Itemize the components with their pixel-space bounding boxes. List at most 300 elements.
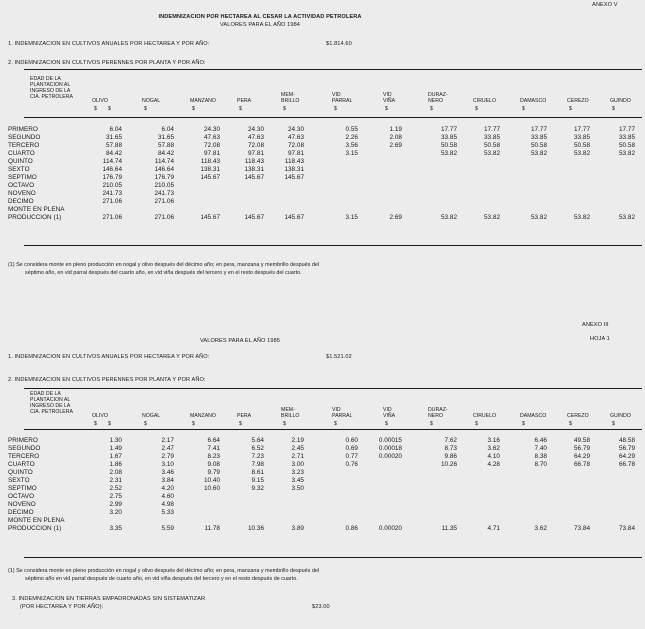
doc1-cell: 47.63 (288, 133, 304, 141)
doc1-table-row (0, 173, 635, 181)
doc2-cell: 3.50 (291, 484, 304, 492)
doc1-table-row (0, 213, 635, 221)
doc1-cell: 53.82 (484, 213, 500, 221)
doc1-row-label: SEGUNDO (8, 133, 41, 141)
doc2-cell (500, 492, 547, 500)
doc2-cell (90, 516, 122, 524)
doc2-cell: 8.70 (534, 460, 547, 468)
doc1-col-header-4-line-0: PERA (237, 98, 252, 104)
doc2-cell: 0.00020 (378, 452, 402, 460)
doc1-header-rule-top (24, 69, 642, 70)
doc2-header-rule-bottom (24, 429, 642, 430)
doc2-cell: 10.26 (441, 460, 457, 468)
doc1-cell (590, 173, 635, 181)
doc1-cell (220, 197, 264, 205)
doc2-col-header-2 (142, 413, 160, 419)
doc2-cell: 2.75 (109, 492, 122, 500)
doc2-cell (547, 508, 590, 516)
doc1-cell (220, 205, 264, 213)
doc1-cell: 138.31 (244, 165, 264, 173)
doc1-col-header-10-line-0: DAMASCO (520, 98, 547, 104)
doc1-cell: 145.67 (200, 213, 220, 221)
doc2-col-header-9-line-0: CIRUELO (473, 413, 497, 419)
doc2-cell: 0.77 (345, 452, 358, 460)
doc1-cell: 241.73 (154, 189, 174, 197)
doc1-col-header-4 (237, 98, 251, 104)
doc2-subtitle: VALORES PARA EL AÑO 1985 (199, 338, 281, 344)
doc2-cell (500, 468, 547, 476)
doc2-cell (457, 500, 500, 508)
doc2-cell: 3.16 (487, 436, 500, 444)
doc2-cell: 8.38 (534, 452, 547, 460)
doc2-cell: 3.89 (291, 524, 304, 532)
doc1-cell (90, 205, 122, 213)
doc2-cell (304, 484, 358, 492)
doc1-cell: 145.67 (200, 173, 220, 181)
doc1-cell (457, 165, 500, 173)
doc2-cell: 3.23 (291, 468, 304, 476)
doc1-cell (457, 189, 500, 197)
doc1-cell: 114.74 (154, 157, 174, 165)
doc1-cell: 146.64 (102, 165, 122, 173)
doc2-col-header-12 (610, 413, 631, 419)
doc2-cell (457, 516, 500, 524)
doc1-cell (174, 205, 220, 213)
doc1-cell: 17.77 (531, 125, 547, 133)
doc2-col-header-3-line-0: MANZANO (190, 413, 216, 419)
doc1-cell: 53.82 (441, 149, 457, 157)
doc1-cell: 17.77 (441, 125, 457, 133)
doc2-annex-label: ANEXO III (582, 322, 609, 328)
doc2-cell: 3.62 (487, 444, 500, 452)
doc2-cell: 1.30 (109, 436, 122, 444)
doc2-table-row (0, 436, 635, 444)
doc1-cell (457, 205, 500, 213)
doc2-cell (174, 516, 220, 524)
doc1-cell (547, 157, 590, 165)
doc1-cell (590, 205, 635, 213)
doc1-cell (547, 181, 590, 189)
doc1-col-header-2-line-0: NOGAL (142, 98, 161, 104)
doc2-cell (304, 468, 358, 476)
doc1-cell: 145.67 (244, 213, 264, 221)
doc2-col-header-5-line-0: MEM- (281, 407, 295, 413)
doc2-cell: 7.40 (534, 444, 547, 452)
doc1-cell: 0.55 (345, 125, 358, 133)
doc2-cell: 10.60 (204, 484, 220, 492)
doc2-cell: 8.73 (444, 444, 457, 452)
doc2-cell (358, 468, 402, 476)
doc1-row-label: PRIMERO (8, 125, 38, 133)
doc2-table-row (0, 468, 635, 476)
doc1-cell: 33.85 (531, 133, 547, 141)
doc2-cell: 3.45 (291, 476, 304, 484)
doc2-cell: 2.31 (109, 476, 122, 484)
doc2-cell: 5.33 (161, 508, 174, 516)
doc1-cell (304, 181, 358, 189)
doc1-col-header-9 (473, 98, 496, 104)
doc1-col-header-12-line-0: GUINDO (610, 98, 631, 104)
doc1-col-header-11-line-0: CEREZO (567, 98, 589, 104)
doc1-item2-label: 2. INDEMNIZACION EN CULTIVOS PERENNES POR PLANTA Y POR AÑO: (8, 60, 206, 66)
doc1-cell (590, 197, 635, 205)
doc1-cell: 271.06 (154, 213, 174, 221)
doc2-cell: 3.62 (534, 524, 547, 532)
doc1-table-rule-bottom (24, 245, 642, 246)
doc2-row-label: CUARTO (8, 460, 35, 468)
doc2-cell: 1.67 (109, 452, 122, 460)
doc2-cell: 2.19 (291, 436, 304, 444)
doc2-cell (547, 476, 590, 484)
doc1-cell (174, 181, 220, 189)
doc2-col-header-7 (383, 407, 395, 419)
doc2-cell (174, 492, 220, 500)
doc1-cell: 72.08 (204, 141, 220, 149)
doc1-cell (402, 205, 457, 213)
doc2-col-header-2-line-0: NOGAL (142, 413, 161, 419)
doc1-cell: 241.73 (102, 189, 122, 197)
doc1-row-label: SEPTIMO (8, 173, 37, 181)
doc1-col-unit-0: $ (108, 106, 111, 112)
doc2-col-header-12-line-0: GUINDO (610, 413, 631, 419)
doc1-cell: 53.82 (574, 213, 590, 221)
doc2-table-row (0, 484, 635, 492)
doc1-cell (500, 157, 547, 165)
doc1-cell (547, 165, 590, 173)
doc1-col-unit-3: $ (192, 106, 195, 112)
doc1-cell: 50.58 (619, 141, 635, 149)
doc2-cell (590, 508, 635, 516)
doc2-cell: 11.78 (204, 524, 220, 532)
doc1-cell (304, 197, 358, 205)
doc2-col-header-9 (473, 413, 496, 419)
doc2-row-label: SEGUNDO (8, 444, 41, 452)
doc2-cell (174, 508, 220, 516)
doc2-col-header-10 (520, 413, 546, 419)
doc1-subtitle: VALORES PARA EL AÑO 1984 (219, 22, 301, 28)
doc1-cell (547, 189, 590, 197)
doc2-col-header-1 (92, 413, 108, 419)
doc2-col-unit-8: $ (430, 421, 433, 427)
doc2-col-unit-0: $ (108, 421, 111, 427)
doc1-cell (402, 157, 457, 165)
doc2-cell: 4.98 (161, 500, 174, 508)
doc1-col-header-3-line-0: MANZANO (190, 98, 216, 104)
doc2-cell (590, 484, 635, 492)
doc2-col-header-0-line-3: CIA. PETROLERA (30, 409, 73, 415)
doc2-cell (402, 516, 457, 524)
doc1-cell (500, 197, 547, 205)
doc1-table-row (0, 189, 635, 197)
doc1-table-row (0, 141, 635, 149)
doc2-cell (402, 484, 457, 492)
doc1-col-header-6 (332, 92, 352, 104)
doc1-cell (547, 173, 590, 181)
doc1-col-header-2 (142, 98, 160, 104)
doc1-cell: 17.77 (574, 125, 590, 133)
doc2-col-header-5 (281, 407, 299, 419)
doc2-col-header-8-line-1: NERO (428, 413, 443, 419)
doc2-cell: 6.46 (534, 436, 547, 444)
doc2-col-unit-11: $ (569, 421, 572, 427)
doc2-col-header-3 (190, 413, 216, 419)
doc1-col-header-7-line-1: VIÑA (383, 98, 396, 104)
doc2-cell: 56.79 (619, 444, 635, 452)
doc2-col-header-8 (428, 407, 448, 419)
doc2-col-header-7-line-1: VIÑA (383, 413, 396, 419)
doc1-col-header-5 (281, 92, 299, 104)
doc2-cell: 10.36 (248, 524, 264, 532)
doc2-col-header-4-line-0: PERA (237, 413, 252, 419)
doc2-row-label: DECIMO (8, 508, 34, 516)
doc2-cell (264, 500, 304, 508)
doc1-col-header-6-line-0: VID (332, 92, 341, 98)
doc2-cell: 1.49 (109, 444, 122, 452)
doc1-col-header-0-line-1: PLANTACION AL (30, 82, 71, 88)
doc2-cell (264, 516, 304, 524)
doc2-item3-value: $23.00 (312, 604, 330, 610)
doc2-row-label: PRODUCCION (1) (8, 524, 62, 532)
doc2-cell: 7.23 (251, 452, 264, 460)
doc1-cell: 97.81 (204, 149, 220, 157)
doc1-col-header-3 (190, 98, 216, 104)
doc1-cell (122, 205, 174, 213)
doc2-cell: 7.98 (251, 460, 264, 468)
doc2-table-row (0, 460, 635, 468)
doc1-cell (358, 197, 402, 205)
doc1-cell: 97.81 (248, 149, 264, 157)
doc1-cell (590, 181, 635, 189)
doc1-cell: 50.58 (484, 141, 500, 149)
doc1-table-row (0, 125, 635, 133)
doc1-table-row (0, 133, 635, 141)
doc2-col-header-0-line-0: EDAD DE LA (30, 391, 61, 397)
doc1-cell (264, 189, 304, 197)
doc1-footnote-1: (1) Se considera monte en pleno producción en nogal y olivo después del décimo año; en pera, manzana y membrillo después del (8, 262, 320, 268)
doc1-cell (457, 181, 500, 189)
doc1-cell: 6.04 (161, 125, 174, 133)
doc1-col-header-6-line-1: PARRAL (332, 98, 353, 104)
doc2-cell: 2.79 (161, 452, 174, 460)
doc1-col-header-8-line-0: DURAZ- (428, 92, 448, 98)
doc1-cell: 146.64 (154, 165, 174, 173)
doc2-cell (457, 484, 500, 492)
doc2-col-header-6 (332, 407, 352, 419)
doc1-cell: 3.15 (345, 149, 358, 157)
doc1-cell: 72.08 (288, 141, 304, 149)
doc2-cell (402, 476, 457, 484)
doc2-cell (500, 500, 547, 508)
doc1-cell: 97.81 (288, 149, 304, 157)
doc2-cell: 49.58 (574, 436, 590, 444)
doc2-cell: 2.17 (161, 436, 174, 444)
doc2-cell: 66.78 (619, 460, 635, 468)
doc2-col-unit-5: $ (283, 421, 286, 427)
doc1-cell (358, 173, 402, 181)
doc1-col-header-7 (383, 92, 395, 104)
doc1-cell: 145.67 (244, 173, 264, 181)
doc1-title: INDEMNIZACION POR HECTAREA AL CESAR LA ACTIVIDAD PETROLERA (158, 14, 362, 20)
doc1-cell (358, 149, 402, 157)
doc2-cell (174, 500, 220, 508)
doc2-footnote-1: (1) Se considera monte en pleno producción en nogal y olivo después del décimo año; en pera, manzana y membrillo después del (8, 568, 320, 574)
doc2-cell: 3.46 (161, 468, 174, 476)
doc2-cell: 2.52 (109, 484, 122, 492)
doc1-cell: 3.15 (345, 213, 358, 221)
doc1-col-header-0-line-3: CIA. PETROLERA (30, 94, 73, 100)
doc2-cell: 56.79 (574, 444, 590, 452)
doc2-cell (220, 508, 264, 516)
doc2-cell (457, 476, 500, 484)
doc2-col-unit-2: $ (144, 421, 147, 427)
doc1-cell: 24.30 (288, 125, 304, 133)
doc2-header-rule-top (24, 388, 642, 389)
doc2-cell: 5.64 (251, 436, 264, 444)
doc1-cell: 72.08 (248, 141, 264, 149)
doc2-cell: 11.35 (441, 524, 457, 532)
doc2-cell (304, 508, 358, 516)
doc2-cell (457, 492, 500, 500)
doc2-cell: 10.40 (204, 476, 220, 484)
doc2-row-label: SEXTO (8, 476, 30, 484)
doc1-cell: 53.82 (574, 149, 590, 157)
doc2-col-unit-7: $ (385, 421, 388, 427)
doc1-col-header-0-line-0: EDAD DE LA (30, 76, 61, 82)
doc1-cell: 2.69 (389, 141, 402, 149)
doc1-col-unit-10: $ (522, 106, 525, 112)
doc2-cell: 6.52 (251, 444, 264, 452)
doc1-cell (500, 181, 547, 189)
doc1-cell: 1.19 (389, 125, 402, 133)
doc2-row-label: MONTE EN PLENA (8, 516, 65, 524)
doc1-cell: 31.65 (106, 133, 122, 141)
doc1-row-label: QUINTO (8, 157, 33, 165)
doc1-cell: 53.82 (441, 213, 457, 221)
doc2-row-label: OCTAVO (8, 492, 35, 500)
doc2-col-unit-10: $ (522, 421, 525, 427)
doc2-cell (500, 484, 547, 492)
doc1-cell: 50.58 (531, 141, 547, 149)
doc1-cell: 118.43 (244, 157, 264, 165)
doc2-cell (122, 516, 174, 524)
doc1-cell (304, 173, 358, 181)
doc1-cell: 138.31 (200, 165, 220, 173)
doc2-cell: 8.61 (251, 468, 264, 476)
doc2-cell (402, 492, 457, 500)
doc2-item3-label: 3. INDEMNIZACION EN TIERRAS EMPADRONADAS SIN SISTEMATIZAR (12, 596, 206, 602)
doc2-footnote-2: séptimo año en vid parral después de cuarto año, en vid viña después del tercero y en el resto después de cuarto. (25, 576, 298, 582)
doc1-cell: 33.85 (484, 133, 500, 141)
doc1-col-unit-11: $ (569, 106, 572, 112)
doc2-table-row (0, 476, 635, 484)
doc2-cell (590, 492, 635, 500)
doc2-cell (547, 500, 590, 508)
doc1-col-header-5-line-0: MEM- (281, 92, 295, 98)
doc1-col-header-8-line-1: NERO (428, 98, 443, 104)
doc1-row-label: DECIMO (8, 197, 34, 205)
doc2-table-row (0, 508, 635, 516)
doc2-col-header-10-line-0: DAMASCO (520, 413, 547, 419)
doc2-cell (358, 476, 402, 484)
doc2-cell (358, 484, 402, 492)
doc2-cell: 2.47 (161, 444, 174, 452)
doc1-cell: 53.82 (531, 149, 547, 157)
doc1-cell (358, 205, 402, 213)
doc1-cell (264, 181, 304, 189)
doc2-row-label: QUINTO (8, 468, 33, 476)
doc2-col-header-6-line-0: VID (332, 407, 341, 413)
doc2-cell: 2.99 (109, 500, 122, 508)
doc2-cell: 0.00015 (378, 436, 402, 444)
doc1-cell (500, 205, 547, 213)
doc1-cell: 145.67 (284, 213, 304, 221)
doc1-table-row (0, 165, 635, 173)
doc2-col-header-7-line-0: VID (383, 407, 392, 413)
doc2-cell: 9.32 (251, 484, 264, 492)
doc1-cell: 6.04 (109, 125, 122, 133)
doc2-cell (547, 468, 590, 476)
doc1-cell: 2.26 (345, 133, 358, 141)
doc2-cell (500, 516, 547, 524)
doc2-item2-label: 2. INDEMNIZACION EN CULTIVOS PERENNES POR PLANTA Y POR AÑO: (8, 377, 206, 383)
doc2-cell (304, 492, 358, 500)
doc1-cell (500, 165, 547, 173)
doc1-col-unit-6: $ (334, 106, 337, 112)
doc2-cell: 9.86 (444, 452, 457, 460)
doc2-cell (547, 492, 590, 500)
doc2-cell (590, 500, 635, 508)
doc2-item1-label: 1. INDEMNIZACION EN CULTIVOS ANUALES POR HECTAREA Y POR AÑO: (8, 354, 210, 360)
doc2-table-row (0, 516, 635, 524)
doc2-cell (220, 500, 264, 508)
doc2-cell: 64.29 (574, 452, 590, 460)
doc2-cell: 4.60 (161, 492, 174, 500)
doc1-cell: 271.06 (154, 197, 174, 205)
doc2-table-rule-bottom (24, 557, 642, 558)
doc2-cell (500, 508, 547, 516)
doc2-cell (402, 500, 457, 508)
doc2-cell: 2.71 (291, 452, 304, 460)
doc2-item3-sublabel: (POR HECTAREA Y POR AÑO): (20, 604, 104, 610)
doc1-cell: 2.08 (389, 133, 402, 141)
doc1-item1-label: 1. INDEMNIZACION EN CULTIVOS ANUALES POR HECTAREA Y POR AÑO: (8, 41, 210, 47)
doc2-cell: 3.35 (109, 524, 122, 532)
doc1-col-header-1-line-0: OLIVO (92, 98, 108, 104)
doc1-cell (358, 165, 402, 173)
doc1-row-label: PRODUCCION (1) (8, 213, 62, 221)
doc1-footnote-2: séptimo año, en vid parral después del cuarto año, en vid viña después del tercero y en el resto después del cuarto. (25, 270, 302, 276)
doc1-cell: 57.88 (106, 141, 122, 149)
doc1-table (0, 125, 635, 221)
doc1-cell: 114.74 (102, 157, 122, 165)
doc1-cell (457, 197, 500, 205)
doc1-table-row (0, 149, 635, 157)
doc1-cell (402, 181, 457, 189)
doc2-cell: 3.10 (161, 460, 174, 468)
doc1-table-row (0, 157, 635, 165)
doc1-cell: 84.42 (158, 149, 174, 157)
doc2-table-row (0, 444, 635, 452)
doc2-cell (358, 508, 402, 516)
doc1-cell: 210.05 (102, 181, 122, 189)
doc2-cell: 0.60 (345, 436, 358, 444)
doc2-cell: 9.15 (251, 476, 264, 484)
doc1-cell (220, 181, 264, 189)
doc1-col-header-11 (567, 98, 589, 104)
doc1-cell: 31.65 (158, 133, 174, 141)
doc1-cell (402, 165, 457, 173)
doc2-cell (402, 468, 457, 476)
